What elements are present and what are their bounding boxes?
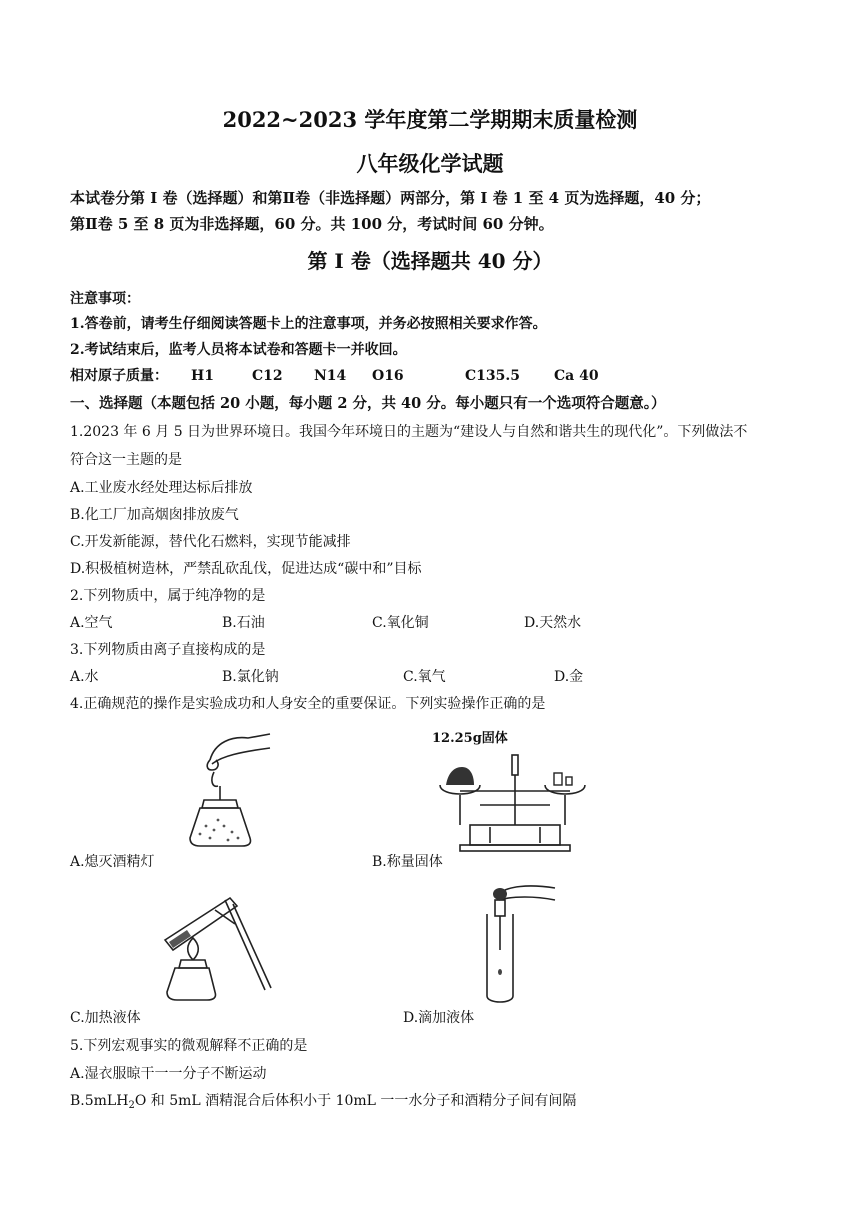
q4-option-c: C.加热液体 (70, 1010, 141, 1026)
atomic-mass-ca: Ca 40 (554, 368, 599, 384)
q5-option-b-prefix: B.5mLH (70, 1093, 129, 1109)
q4-option-d: D.滴加液体 (403, 1010, 475, 1026)
q2-option-d: D.天然水 (524, 615, 582, 631)
atomic-mass-cl: C135.5 (465, 368, 520, 384)
q1-option-a: A.工业废水经处理达标后排放 (70, 480, 253, 496)
q5-option-a: A.湿衣服晾干一一分子不断运动 (70, 1066, 267, 1082)
atomic-mass-h: H1 (191, 368, 214, 384)
intro-line-2: 第Ⅱ卷 5 至 8 页为非选择题，60 分。共 100 分，考试时间 60 分钟。 (70, 215, 554, 233)
q2-stem: 2.下列物质中，属于纯净物的是 (70, 588, 266, 604)
q1-option-d: D.积极植树造林，严禁乱砍乱伐，促进达成“碳中和”目标 (70, 561, 422, 577)
balance-figure (430, 745, 590, 855)
notes-heading: 注意事项： (70, 291, 140, 307)
exam-title: 2022~2023 学年度第二学期期末质量检测 (222, 107, 638, 132)
q4-option-a: A.熄灭酒精灯 (70, 854, 155, 870)
q2-option-c: C.氧化铜 (372, 615, 429, 631)
q3-option-c: C.氧气 (403, 669, 446, 685)
section-title: 第 I 卷（选择题共 40 分） (307, 249, 553, 273)
q4-option-b: B.称量固体 (372, 854, 443, 870)
q5-stem: 5.下列宏观事实的微观解释不正确的是 (70, 1038, 308, 1054)
q1-option-b: B.化工厂加高烟囱排放废气 (70, 507, 239, 523)
section1-heading: 一、选择题（本题包括 20 小题，每小题 2 分，共 40 分。每小题只有一个选项符合题意。） (70, 395, 666, 412)
q1-stem-line-2: 符合这一主题的是 (70, 452, 182, 468)
atomic-mass-label: 相对原子质量： (70, 368, 168, 384)
heating-liquid-figure (155, 880, 275, 1005)
atomic-mass-c: C12 (252, 368, 283, 384)
exam-subtitle: 八年级化学试题 (356, 151, 504, 176)
q5-option-b (70, 1091, 576, 1116)
atomic-mass-n: N14 (314, 368, 347, 384)
q3-option-d: D.金 (554, 669, 584, 685)
q5-option-b-subscript: 2 (128, 1100, 135, 1111)
q1-option-c: C.开发新能源，替代化石燃料，实现节能减排 (70, 534, 351, 550)
balance-mass-label: 12.25g固体 (432, 731, 508, 746)
intro-line-1: 本试卷分第 I 卷（选择题）和第Ⅱ卷（非选择题）两部分，第 I 卷 1 至 4 页为选择题，40 分； (70, 189, 711, 207)
notes-item-1: 1.答卷前，请考生仔细阅读答题卡上的注意事项，并务必按照相关要求作答。 (70, 316, 547, 332)
q2-option-a: A.空气 (70, 615, 113, 631)
q3-stem: 3.下列物质由离子直接构成的是 (70, 642, 266, 658)
q3-option-a: A.水 (70, 669, 99, 685)
q3-option-b: B.氯化钠 (222, 669, 279, 685)
q4-stem: 4.正确规范的操作是实验成功和人身安全的重要保证。下列实验操作正确的是 (70, 696, 546, 712)
q1-stem-line-1: 1.2023 年 6 月 5 日为世界环境日。我国今年环境日的主题为“建设人与自然和谐共生的现代化”。下列做法不 (70, 424, 748, 440)
dropping-liquid-figure (455, 880, 565, 1010)
alcohol-lamp-blow-figure (170, 730, 280, 850)
q2-option-b: B.石油 (222, 615, 265, 631)
notes-item-2: 2.考试结束后，监考人员将本试卷和答题卡一并收回。 (70, 342, 407, 358)
q5-option-b-suffix: O 和 5mL 酒精混合后体积小于 10mL 一一水分子和酒精分子间有间隔 (134, 1093, 577, 1109)
atomic-mass-o: O16 (372, 368, 404, 384)
